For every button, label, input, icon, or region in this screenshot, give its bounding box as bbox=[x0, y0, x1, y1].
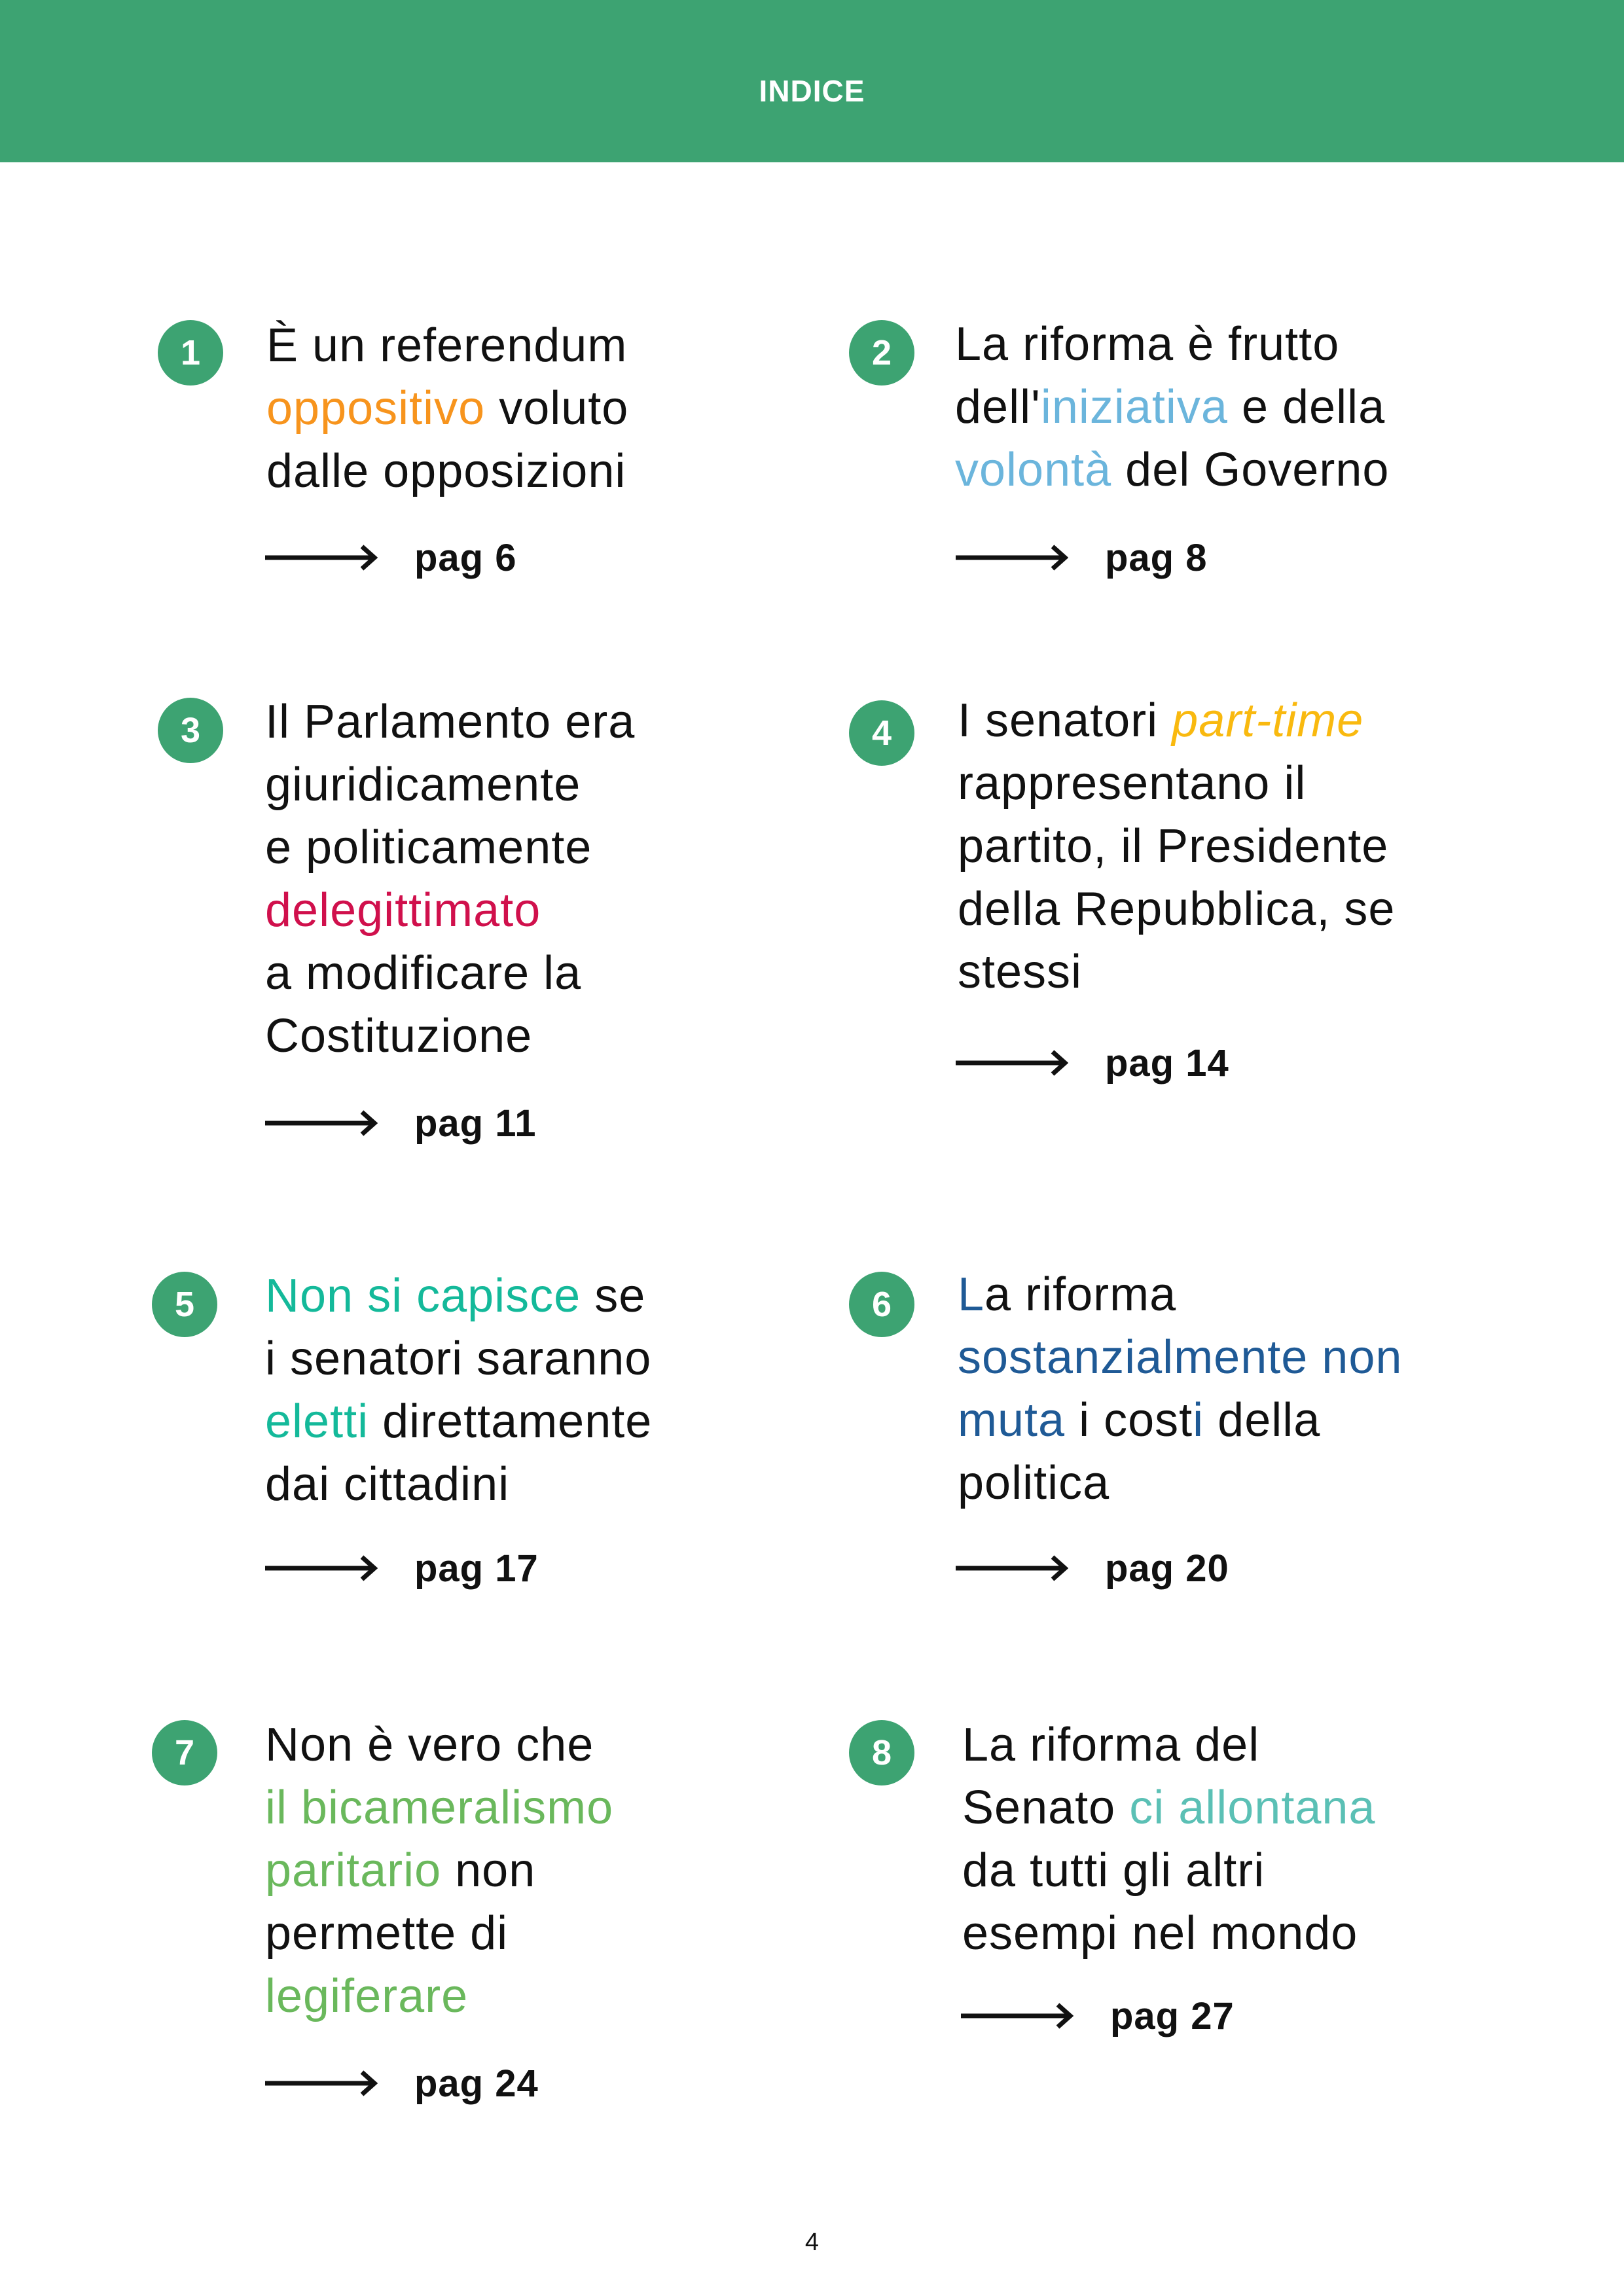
title-line bbox=[265, 691, 635, 753]
title-line bbox=[265, 1965, 613, 2028]
highlighted-text: iniziativa bbox=[1040, 381, 1228, 433]
title-text: giuridicamente bbox=[265, 759, 581, 811]
arrow-right-icon bbox=[956, 1050, 1068, 1076]
highlighted-text: sostanzialmente non bbox=[958, 1331, 1403, 1384]
title-text: È un referendum bbox=[266, 319, 628, 372]
title-text: non bbox=[441, 1844, 536, 1897]
page-reference: pag 27 bbox=[1110, 1994, 1235, 2037]
title-line bbox=[962, 1902, 1375, 1965]
title-text: della bbox=[1204, 1394, 1321, 1446]
highlighted-text: L bbox=[958, 1268, 985, 1321]
item-title[interactable] bbox=[958, 689, 1395, 1003]
title-line bbox=[955, 439, 1389, 501]
page-link[interactable] bbox=[961, 1996, 1235, 2036]
title-line bbox=[958, 1263, 1402, 1326]
title-line bbox=[265, 1713, 613, 1776]
title-line bbox=[958, 941, 1395, 1003]
title-text: se bbox=[581, 1270, 646, 1322]
title-line bbox=[265, 1327, 652, 1390]
highlighted-text: Non si capisce bbox=[265, 1270, 581, 1322]
title-line bbox=[265, 942, 635, 1005]
title-line bbox=[962, 1776, 1375, 1839]
arrow-right-icon bbox=[961, 2003, 1074, 2029]
title-line bbox=[962, 1713, 1375, 1776]
title-line bbox=[265, 879, 635, 942]
title-text: esempi nel mondo bbox=[962, 1907, 1358, 1960]
title-line bbox=[958, 689, 1395, 752]
item-title[interactable] bbox=[266, 314, 628, 503]
title-line bbox=[955, 313, 1389, 376]
title-text: dell' bbox=[955, 381, 1041, 433]
highlighted-text: eletti bbox=[265, 1395, 369, 1448]
title-line bbox=[958, 1452, 1402, 1515]
title-text: Non è vero che bbox=[265, 1719, 594, 1771]
page-link[interactable] bbox=[956, 1549, 1229, 1588]
highlighted-text: il bicameralismo bbox=[265, 1782, 614, 1834]
title-line bbox=[955, 376, 1389, 439]
title-text: a modificare la bbox=[265, 947, 582, 999]
item-number-badge: 1 bbox=[158, 320, 223, 386]
item-number-badge: 6 bbox=[849, 1272, 914, 1337]
arrow-right-icon bbox=[265, 1555, 378, 1581]
highlighted-text: volontà bbox=[955, 444, 1112, 496]
title-text: dai cittadini bbox=[265, 1458, 510, 1511]
item-number-badge: 7 bbox=[152, 1720, 217, 1785]
arrow-right-icon bbox=[265, 2070, 378, 2096]
title-line bbox=[266, 440, 628, 503]
title-line bbox=[265, 1265, 652, 1327]
title-line bbox=[958, 878, 1395, 941]
title-text: i cost bbox=[1065, 1394, 1193, 1446]
highlighted-text: oppositivo bbox=[266, 382, 486, 435]
page-reference: pag 20 bbox=[1105, 1547, 1229, 1590]
highlighted-text: muta bbox=[958, 1394, 1066, 1446]
highlighted-text: paritario bbox=[265, 1844, 442, 1897]
highlighted-text: i bbox=[1193, 1394, 1204, 1446]
header-bar bbox=[0, 0, 1624, 162]
item-number-badge: 4 bbox=[849, 700, 914, 766]
title-line bbox=[266, 377, 628, 440]
title-text: i senatori saranno bbox=[265, 1333, 652, 1385]
page-reference: pag 6 bbox=[414, 536, 517, 579]
title-text: stessi bbox=[958, 946, 1083, 998]
arrow-right-icon bbox=[265, 1110, 378, 1136]
arrow-right-icon bbox=[956, 1555, 1068, 1581]
page-link[interactable] bbox=[265, 1103, 537, 1143]
title-line bbox=[958, 815, 1395, 878]
page-title: INDICE bbox=[759, 74, 865, 108]
title-text: della Repubblica, se bbox=[958, 883, 1396, 935]
title-line bbox=[265, 1453, 652, 1516]
title-text: permette di bbox=[265, 1907, 509, 1960]
item-title[interactable] bbox=[265, 1713, 613, 2028]
title-text: politica bbox=[958, 1457, 1110, 1509]
item-title[interactable] bbox=[265, 691, 635, 1067]
title-text: I senatori bbox=[958, 694, 1172, 747]
highlighted-text: part-time bbox=[1172, 694, 1364, 747]
item-number-badge: 5 bbox=[152, 1272, 217, 1337]
title-text: La riforma del bbox=[962, 1719, 1260, 1771]
arrow-right-icon bbox=[265, 545, 378, 571]
title-line bbox=[958, 1389, 1402, 1452]
arrow-right-icon bbox=[956, 545, 1068, 571]
title-text: e della bbox=[1227, 381, 1386, 433]
title-line bbox=[265, 1839, 613, 1902]
item-number-badge: 2 bbox=[849, 320, 914, 386]
item-title[interactable] bbox=[958, 1263, 1402, 1515]
item-title[interactable] bbox=[265, 1265, 652, 1516]
page-reference: pag 8 bbox=[1105, 536, 1208, 579]
title-line bbox=[265, 1005, 635, 1067]
page-reference: pag 14 bbox=[1105, 1041, 1229, 1085]
highlighted-text: ci allontana bbox=[1129, 1782, 1376, 1834]
title-line bbox=[958, 1326, 1402, 1389]
page-reference: pag 11 bbox=[414, 1102, 537, 1145]
page-link[interactable] bbox=[956, 538, 1208, 577]
title-text: voluto bbox=[485, 382, 629, 435]
item-title[interactable] bbox=[962, 1713, 1375, 1965]
title-line bbox=[958, 752, 1395, 815]
page-reference: pag 17 bbox=[414, 1547, 539, 1590]
page-number: 4 bbox=[804, 2229, 820, 2256]
item-number-badge: 3 bbox=[158, 698, 223, 763]
page-link[interactable] bbox=[265, 1549, 539, 1588]
title-text: a riforma bbox=[984, 1268, 1177, 1321]
highlighted-text: delegittimato bbox=[265, 884, 541, 937]
page-link[interactable] bbox=[265, 2064, 539, 2103]
title-line bbox=[962, 1839, 1375, 1902]
title-line bbox=[266, 314, 628, 377]
item-number-badge: 8 bbox=[849, 1720, 914, 1785]
title-text: La riforma è frutto bbox=[955, 318, 1340, 370]
title-text: e politicamente bbox=[265, 821, 592, 874]
title-line bbox=[265, 753, 635, 816]
title-line bbox=[265, 1390, 652, 1453]
page-reference: pag 24 bbox=[414, 2062, 539, 2105]
page-link[interactable] bbox=[265, 538, 517, 577]
title-text: da tutti gli altri bbox=[962, 1844, 1265, 1897]
title-text: partito, il Presidente bbox=[958, 820, 1389, 872]
title-text: rappresentano il bbox=[958, 757, 1307, 810]
title-line bbox=[265, 1776, 613, 1839]
title-line bbox=[265, 1902, 613, 1965]
title-text: Costituzione bbox=[265, 1010, 533, 1062]
title-text: dalle opposizioni bbox=[266, 445, 626, 497]
highlighted-text: legiferare bbox=[265, 1970, 469, 2022]
item-title[interactable] bbox=[955, 313, 1389, 501]
title-text: direttamente bbox=[369, 1395, 653, 1448]
title-text: Senato bbox=[962, 1782, 1130, 1834]
page-link[interactable] bbox=[956, 1043, 1229, 1083]
title-line bbox=[265, 816, 635, 879]
title-text: Il Parlamento era bbox=[265, 696, 636, 748]
title-text: del Governo bbox=[1111, 444, 1390, 496]
